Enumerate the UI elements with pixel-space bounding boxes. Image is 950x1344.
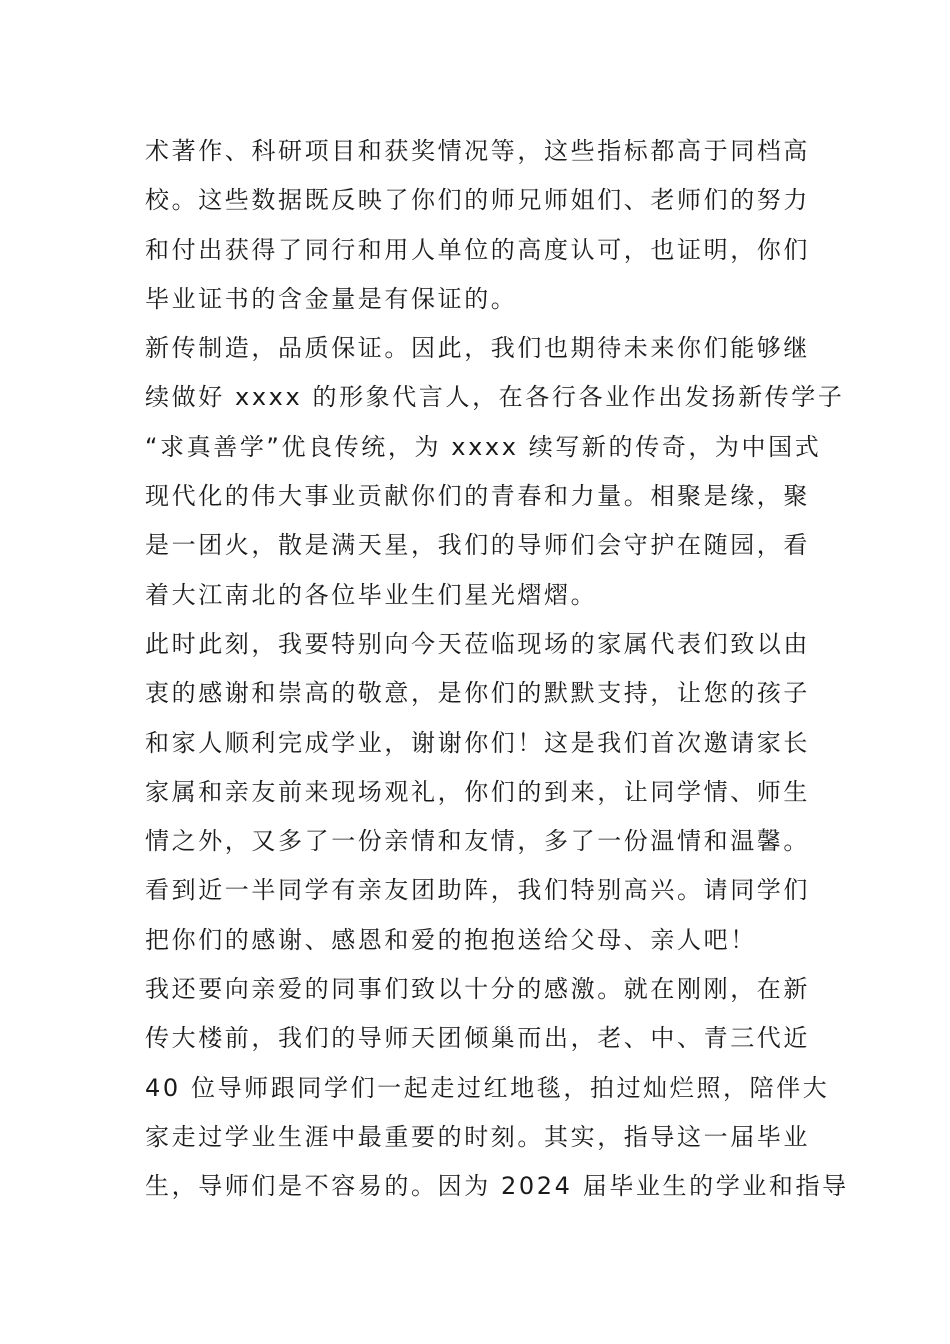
text-line: 此时此刻，我要特别向今天莅临现场的家属代表们致以由 [145, 629, 810, 658]
text-line: 毕业证书的含金量是有保证的。 [145, 284, 518, 313]
text-line: 生，导师们是不容易的。因为 2024 届毕业生的学业和指导 [145, 1172, 849, 1201]
text-line: 家属和亲友前来现场观礼，你们的到来，让同学情、师生 [145, 777, 810, 806]
document-body [145, 127, 849, 1212]
text-line: 术著作、科研项目和获奖情况等，这些指标都高于同档高 [145, 137, 810, 165]
text-line: 新传制造，品质保证。因此，我们也期待未来你们能够继 [145, 334, 810, 363]
text-line: 传大楼前，我们的导师天团倾巢而出，老、中、青三代近 [145, 1024, 810, 1053]
text-line: 着大江南北的各位毕业生们星光熠熠。 [145, 580, 598, 609]
text-line: 和家人顺利完成学业，谢谢你们！这是我们首次邀请家长 [145, 728, 810, 757]
text-line: 续做好 xxxx 的形象代言人，在各行各业作出发扬新传学子 [145, 383, 845, 412]
text-line: 现代化的伟大事业贡献你们的青春和力量。相聚是缘，聚 [145, 482, 810, 511]
text-line: 衷的感谢和崇高的敬意，是你们的默默支持，让您的孩子 [145, 679, 810, 708]
text-line: 是一团火，散是满天星，我们的导师们会守护在随园，看 [145, 531, 810, 560]
text-line: 我还要向亲爱的同事们致以十分的感激。就在刚刚，在新 [145, 975, 810, 1004]
text-line: 家走过学业生涯中最重要的时刻。其实，指导这一届毕业 [145, 1122, 810, 1151]
text-line: “求真善学”优良传统，为 xxxx 续写新的传奇，为中国式 [145, 432, 822, 461]
text-line: 40 位导师跟同学们一起走过红地毯，拍过灿烂照，陪伴大 [145, 1073, 830, 1102]
text-line: 校。这些数据既反映了你们的师兄师姐们、老师们的努力 [145, 186, 810, 215]
text-line: 看到近一半同学有亲友团助阵，我们特别高兴。请同学们 [145, 876, 810, 905]
text-line: 情之外，又多了一份亲情和友情，多了一份温情和温馨。 [145, 827, 810, 856]
text-line: 把你们的感谢、感恩和爱的抱抱送给父母、亲人吧！ [145, 925, 757, 954]
text-line: 和付出获得了同行和用人单位的高度认可，也证明，你们 [145, 235, 810, 264]
